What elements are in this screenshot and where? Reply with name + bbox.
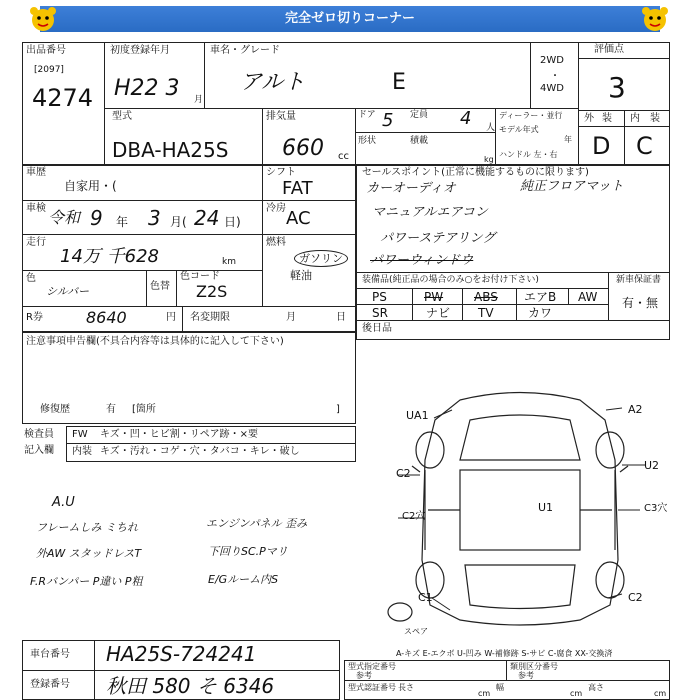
recycle-unit: 円 <box>166 312 176 323</box>
doors-label: ドア <box>358 110 376 120</box>
dealer-handle: ハンドル 左・右 <box>499 150 558 159</box>
doors-value: 5 <box>382 110 394 131</box>
inspection-era: 令和 <box>48 208 81 227</box>
handnote: フレームしみ ミちれ <box>36 521 139 534</box>
usage-value: 自家用・( <box>64 179 117 193</box>
selling-point-item: パワーウィンドウ <box>370 253 474 268</box>
car-grade: E <box>392 70 406 95</box>
banner-title: 完全ゼロ切りコーナー <box>40 6 660 32</box>
fuel-gasoline: ガソリン <box>294 250 348 267</box>
drive-dot: ・ <box>550 71 560 82</box>
checker-fw: FW <box>72 429 88 440</box>
registration-month-suffix: 月 <box>194 95 204 105</box>
inspection-label: 車検 <box>26 203 46 214</box>
lot-label: 出品番号 <box>26 45 66 56</box>
shift-label: シフト <box>266 167 296 178</box>
inspection-month-unit: 月( <box>170 215 187 229</box>
mascot-icon <box>28 4 58 34</box>
spec-type-designation: 型式指定番号 <box>348 662 396 671</box>
name-change-day: 日 <box>336 312 346 323</box>
fuel-diesel: 軽油 <box>290 269 312 282</box>
damage-mark: C3穴 <box>644 503 668 514</box>
handnote: F.Rバンパー P違い P粗 <box>30 575 143 588</box>
equip-abs: ABS <box>474 290 498 304</box>
mileage-unit: km <box>222 257 236 267</box>
equip-aw: AW <box>578 290 598 304</box>
repair-value: 有 <box>106 404 116 415</box>
plate-label: 登録番号 <box>30 679 70 690</box>
spec-unit: cm <box>570 689 583 698</box>
load-label: 積載 <box>410 136 429 146</box>
car-name-label: 車名・グレード <box>210 45 280 56</box>
spec-width: 幅 <box>496 683 504 692</box>
dealer-label: ディーラー・並行 <box>499 111 563 120</box>
aircon-label: 冷房 <box>266 203 286 214</box>
damage-mark: A2 <box>628 403 643 416</box>
lot-number: 4274 <box>32 84 94 112</box>
color-code-label: 色コード <box>180 271 220 282</box>
damage-mark: UA1 <box>406 409 429 422</box>
inspection-month: 3 <box>148 206 161 230</box>
equip-navi: ナビ <box>426 306 451 320</box>
damage-legend: A-キズ E-エクボ U-凹み W-補修跡 S-サビ C-腐食 XX-交換済 <box>396 649 613 658</box>
checker-label-1: 検査員 <box>24 429 54 440</box>
ext-grade: D <box>592 132 611 160</box>
repair-open: [箇所 <box>132 404 156 415</box>
displacement-label: 排気量 <box>266 111 296 122</box>
equip-airbag: エアB <box>524 290 557 304</box>
name-change-month: 月 <box>286 312 296 323</box>
color-code: Z2S <box>196 282 228 301</box>
notes-label: 注意事項申告欄(不具合内容等は具体的に記入して下さい) <box>26 336 284 347</box>
mascot-icon <box>640 4 670 34</box>
chassis-label: 車台番号 <box>30 649 70 660</box>
repair-label: 修復歴 <box>40 404 70 415</box>
selling-point-item: パワーステアリング <box>380 231 496 246</box>
fuel-label: 燃料 <box>266 237 286 248</box>
checker-int-items: キズ・汚れ・コゲ・穴・タバコ・キレ・破し <box>100 446 300 457</box>
dealer-year: 年 <box>564 135 572 144</box>
rear-items-label: 後日品 <box>362 323 392 334</box>
usage-label: 車歴 <box>26 167 46 178</box>
int-label-1: 内 <box>630 113 640 124</box>
capacity-label: 定員 <box>410 110 429 120</box>
equip-sr: SR <box>372 306 388 320</box>
equipment-label: 装備品(純正品の場合のみ○をお付け下さい) <box>362 275 539 285</box>
spec-height: 高さ <box>588 683 604 692</box>
damage-mark: C1 <box>418 591 433 604</box>
ext-label-1: 外 <box>584 113 594 124</box>
handnote: E/Gルーム内S <box>208 573 279 586</box>
displacement-unit: cc <box>338 151 349 162</box>
damage-mark: U2 <box>644 459 660 472</box>
registration-value: H22 3 <box>114 76 180 101</box>
selling-point-item: カーオーディオ <box>366 181 456 196</box>
equip-leather: カワ <box>528 306 553 320</box>
inspection-year: 9 <box>90 206 103 230</box>
inspection-year-unit: 年 <box>116 215 129 229</box>
damage-mark: C2 <box>396 467 411 480</box>
checker-int-label: 内装 <box>72 446 92 457</box>
recycle-value: 8640 <box>86 308 127 327</box>
lot-subcode: [2097] <box>34 65 64 75</box>
model-label: 型式 <box>112 111 132 122</box>
spec-length: 長さ <box>398 683 414 692</box>
int-grade: C <box>636 132 653 160</box>
recycle-label: R券 <box>26 312 43 323</box>
warranty-value: 有・無 <box>622 296 659 310</box>
equip-ps: PS <box>372 290 387 304</box>
registration-label: 初度登録年月 <box>110 45 170 56</box>
warranty-label: 新車保証書 <box>616 275 662 285</box>
color-value: シルバー <box>46 285 89 298</box>
car-name: アルト <box>240 70 306 95</box>
selling-points-label: セールスポイント(正常に機能するものに限ります) <box>362 167 589 178</box>
score-label: 評価点 <box>594 44 624 55</box>
model-value: DBA-HA25S <box>112 138 229 162</box>
color-label: 色 <box>26 273 36 284</box>
int-label-2: 装 <box>650 113 660 124</box>
mileage-label: 走行 <box>26 237 46 248</box>
chassis-value: HA25S-724241 <box>106 642 257 666</box>
shift-value: FAT <box>282 178 313 199</box>
score-value: 3 <box>608 71 626 104</box>
inspection-day: 24 <box>194 206 220 230</box>
checker-ext-items: キズ・凹・ヒビ割・リペア跡・×要 <box>100 429 258 440</box>
spec-ref: 参考 <box>518 671 534 680</box>
drive-4wd: 4WD <box>540 83 564 94</box>
spare-label: スペア <box>404 627 428 636</box>
spec-unit: cm <box>654 689 667 698</box>
damage-mark: C2 <box>628 591 643 604</box>
mileage-value: 14万 千628 <box>60 246 159 267</box>
handnote: 下回りSC.Pマリ <box>208 545 288 558</box>
spec-unit: cm <box>478 689 491 698</box>
shape-label: 形状 <box>358 136 377 146</box>
spec-class-number: 類別区分番号 <box>510 662 558 671</box>
displacement-value: 660 <box>282 136 324 161</box>
plate-value: 秋田 580 そ 6346 <box>106 674 275 698</box>
damage-mark: U1 <box>538 501 554 514</box>
spec-ref: 参考 <box>356 671 372 680</box>
name-change-label: 名変期限 <box>190 312 230 323</box>
equip-pw: PW <box>424 290 444 304</box>
capacity-value: 4 <box>460 108 472 129</box>
checker-label-2: 記入欄 <box>24 445 54 456</box>
damage-mark: C2穴 <box>402 511 426 522</box>
load-unit: kg <box>484 155 494 164</box>
inspection-day-unit: 日) <box>224 215 241 229</box>
equip-tv: TV <box>478 306 494 320</box>
dealer-model-year: モデル年式 <box>499 125 539 134</box>
ext-label-2: 装 <box>602 113 612 124</box>
color-change-label: 色替 <box>150 281 170 292</box>
aircon-value: AC <box>286 208 311 229</box>
capacity-unit: 人 <box>486 123 496 133</box>
handnote: エンジンパネル 歪み <box>206 517 308 530</box>
spec-certification: 型式認証番号 <box>348 683 396 692</box>
handnote: A.U <box>52 495 75 510</box>
selling-point-item: マニュアルエアコン <box>372 205 488 220</box>
drive-2wd: 2WD <box>540 55 564 66</box>
repair-close: ] <box>336 404 340 415</box>
handnote: 外AW スタッドレスT <box>36 547 142 560</box>
selling-point-item: 純正フロアマット <box>520 179 624 194</box>
